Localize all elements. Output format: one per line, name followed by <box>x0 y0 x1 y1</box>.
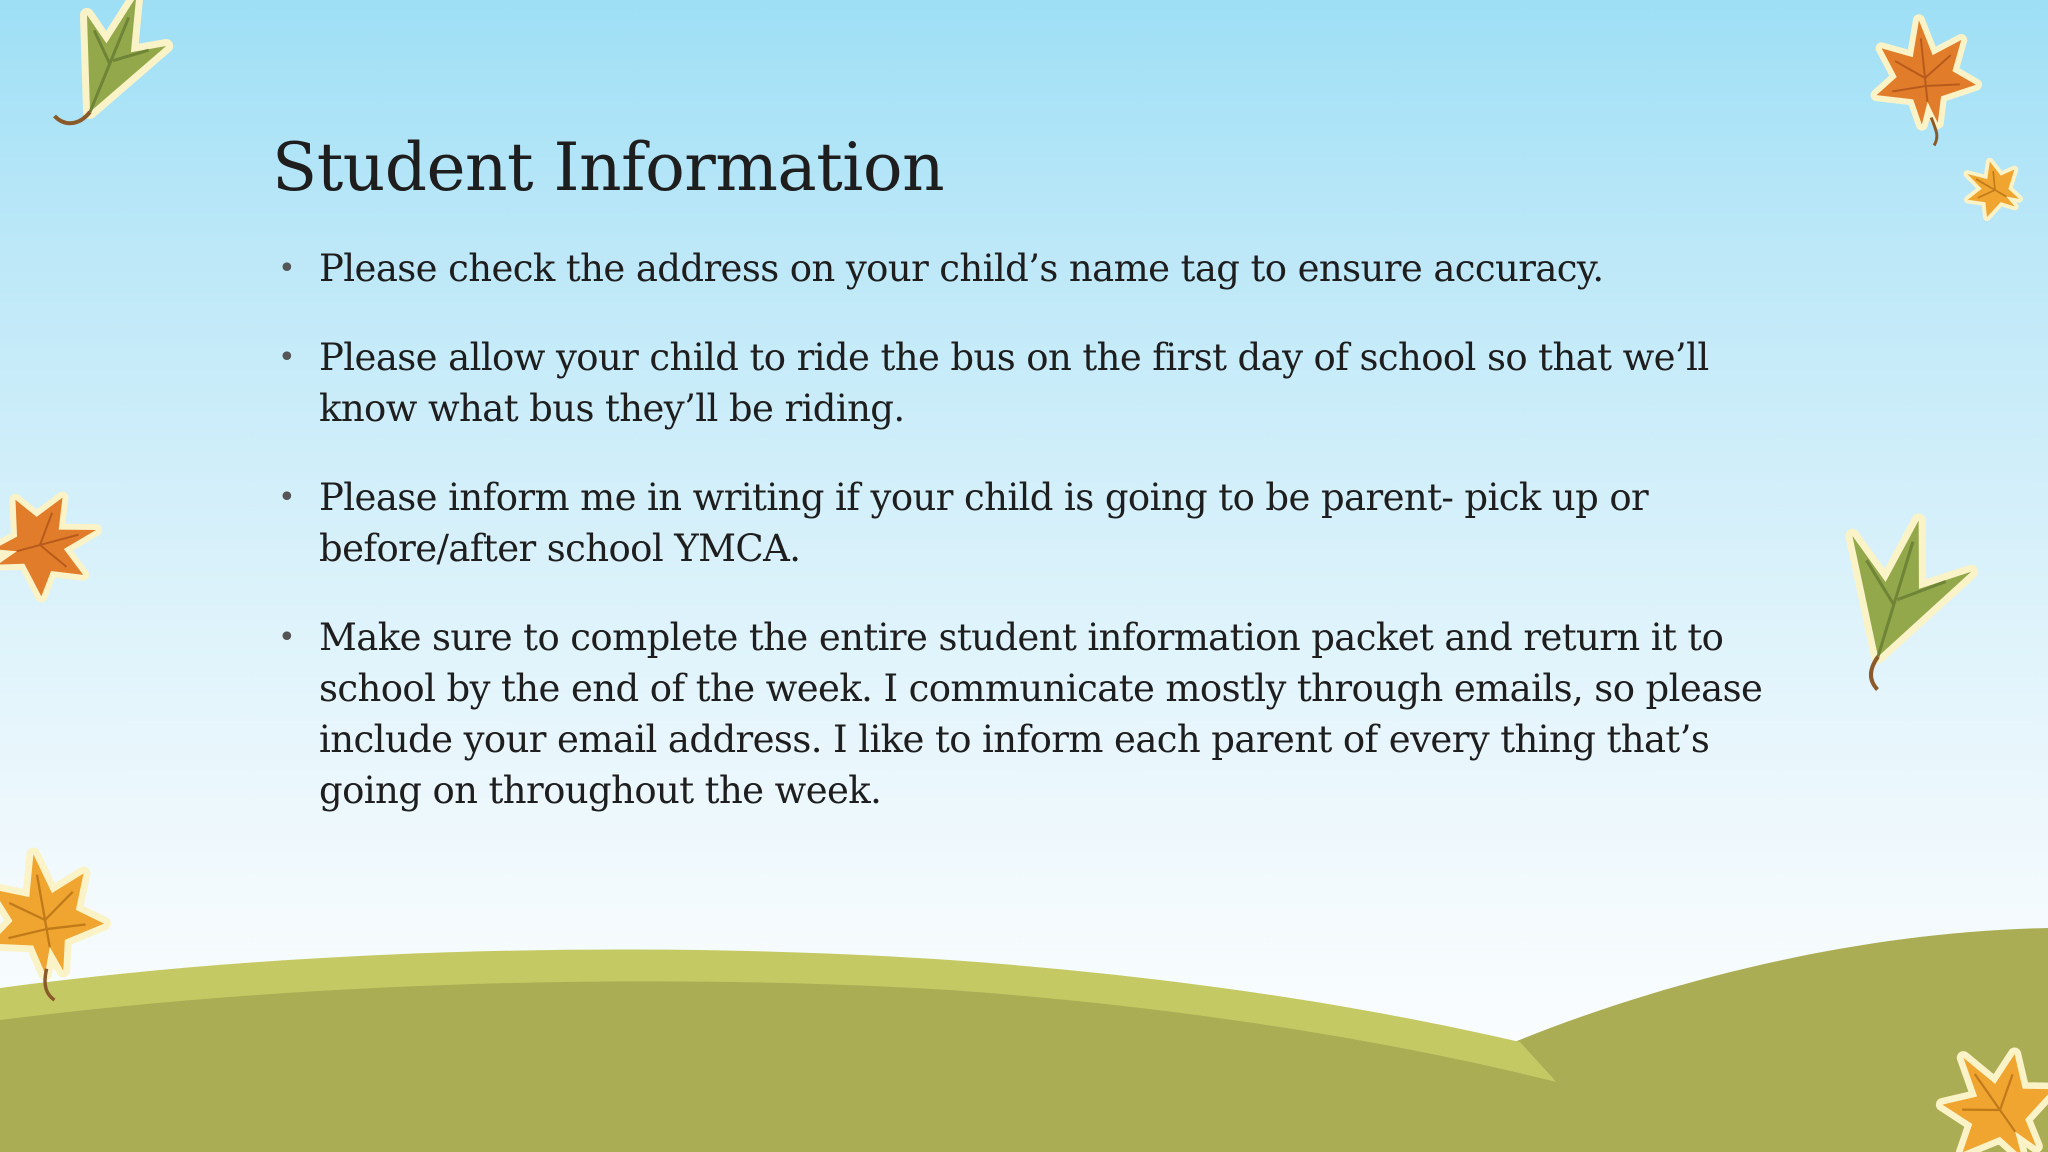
bullet-text: Please check the address on your child’s name tag to ensure accuracy. <box>319 247 1604 291</box>
bullet-icon: • <box>278 620 296 656</box>
bullet-item <box>272 472 1772 574</box>
bullet-text: Please allow your child to ride the bus on the first day of school so that we’ll know what bus they’ll be riding. <box>319 336 1709 431</box>
bullet-icon: • <box>278 251 296 287</box>
bullet-list <box>272 243 1772 816</box>
maple-leaf-icon <box>1869 15 1982 151</box>
green-leaf-icon <box>1816 505 1981 705</box>
bullet-icon: • <box>278 480 296 516</box>
bullet-text: Please inform me in writing if your child is going to be parent- pick up or before/after school YMCA. <box>319 476 1649 571</box>
slide-content <box>272 128 1772 854</box>
maple-leaf-icon <box>0 482 109 606</box>
autumn-leaf-icon <box>1954 150 2031 226</box>
bullet-item <box>272 612 1772 816</box>
bullet-text: Make sure to complete the entire student information packet and return it to school by the end of the week. I communicate mostly through emails, so please include your email address. I like to inform each parent of every thing that’s going on throughout the week. <box>319 616 1763 813</box>
bullet-icon: • <box>278 340 296 376</box>
bullet-item <box>272 332 1772 434</box>
slide-title: Student Information <box>272 129 945 206</box>
bullet-item <box>272 243 1772 294</box>
green-leaf-icon <box>50 0 179 146</box>
